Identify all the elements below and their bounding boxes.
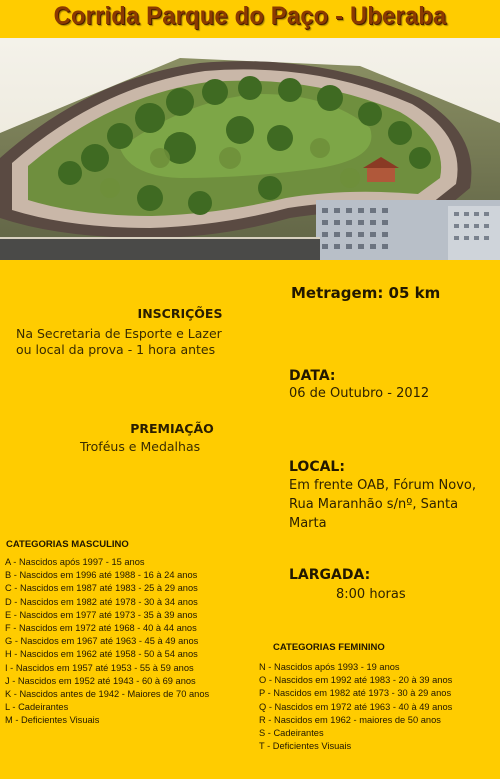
categorias-feminino-heading: CATEGORIAS FEMININO — [273, 642, 385, 653]
local-label: LOCAL: — [289, 459, 345, 475]
category-item: N - Nascidos após 1993 - 19 anos — [259, 662, 400, 672]
category-item: G - Nascidos em 1967 até 1963 - 45 à 49 anos — [5, 636, 199, 647]
category-item: E - Nascidos em 1977 até 1973 - 35 à 39 anos — [5, 609, 198, 620]
inscricoes-line-1: Na Secretaria de Esporte e Lazer — [16, 326, 222, 341]
category-item: M - Deficientes Visuais — [5, 715, 100, 726]
category-item: F - Nascidos em 1972 até 1968 - 40 à 44 anos — [5, 623, 197, 634]
category-item: H - Nascidos em 1962 até 1958 - 50 à 54 anos — [5, 649, 198, 660]
categorias-masculino-heading: CATEGORIAS MASCULINO — [6, 539, 129, 550]
category-item: B - Nascidos em 1996 até 1988 - 16 à 24 anos — [5, 570, 198, 581]
data-value: 06 de Outubro - 2012 — [289, 386, 430, 401]
category-item: I - Nascidos em 1957 até 1953 - 55 à 59 anos — [5, 662, 194, 673]
inscricoes-heading: INSCRIÇÕES — [137, 306, 223, 321]
category-item: T - Deficientes Visuais — [259, 741, 352, 752]
largada-label: LARGADA: — [289, 567, 371, 583]
category-item: D - Nascidos em 1982 até 1978 - 30 à 34 anos — [5, 596, 198, 607]
category-item: P - Nascidos em 1982 até 1973 - 30 à 29 anos — [259, 688, 452, 699]
data-label: DATA: — [289, 368, 336, 384]
page-title: Corrida Parque do Paço - Uberaba — [53, 2, 447, 30]
local-address — [289, 476, 476, 533]
park-aerial-rendering — [0, 38, 500, 260]
largada-value: 8:00 horas — [336, 587, 406, 602]
categorias-masculino-list — [5, 556, 209, 728]
category-item: O - Nascidos em 1992 até 1983 - 20 à 39 anos — [259, 675, 453, 686]
inscricoes-line-2: ou local da prova - 1 hora antes — [16, 342, 216, 357]
inscricoes-text — [16, 326, 222, 358]
category-item: A - Nascidos após 1997 - 15 anos — [5, 557, 145, 567]
categorias-feminino-list — [259, 661, 452, 753]
local-line-1: Em frente OAB, Fórum Novo, — [289, 478, 476, 493]
category-item: J - Nascidos em 1952 até 1943 - 60 à 69 anos — [5, 675, 196, 686]
premiacao-text: Troféus e Medalhas — [80, 439, 201, 454]
local-line-2: Rua Maranhão s/nº, Santa — [289, 497, 459, 512]
category-item: R - Nascidos em 1962 - maiores de 50 anos — [259, 714, 441, 725]
category-item: L - Cadeirantes — [5, 702, 69, 713]
category-item: S - Cadeirantes — [259, 728, 324, 739]
local-line-3: Marta — [289, 516, 327, 531]
category-item: K - Nascidos antes de 1942 - Maiores de 70 anos — [5, 689, 210, 700]
category-item: C - Nascidos em 1987 até 1983 - 25 à 29 anos — [5, 583, 198, 594]
category-item: Q - Nascidos em 1972 até 1963 - 40 à 49 anos — [259, 701, 453, 712]
metragem-label: Metragem: 05 km — [291, 284, 441, 302]
premiacao-heading: PREMIAÇÃO — [130, 421, 214, 436]
